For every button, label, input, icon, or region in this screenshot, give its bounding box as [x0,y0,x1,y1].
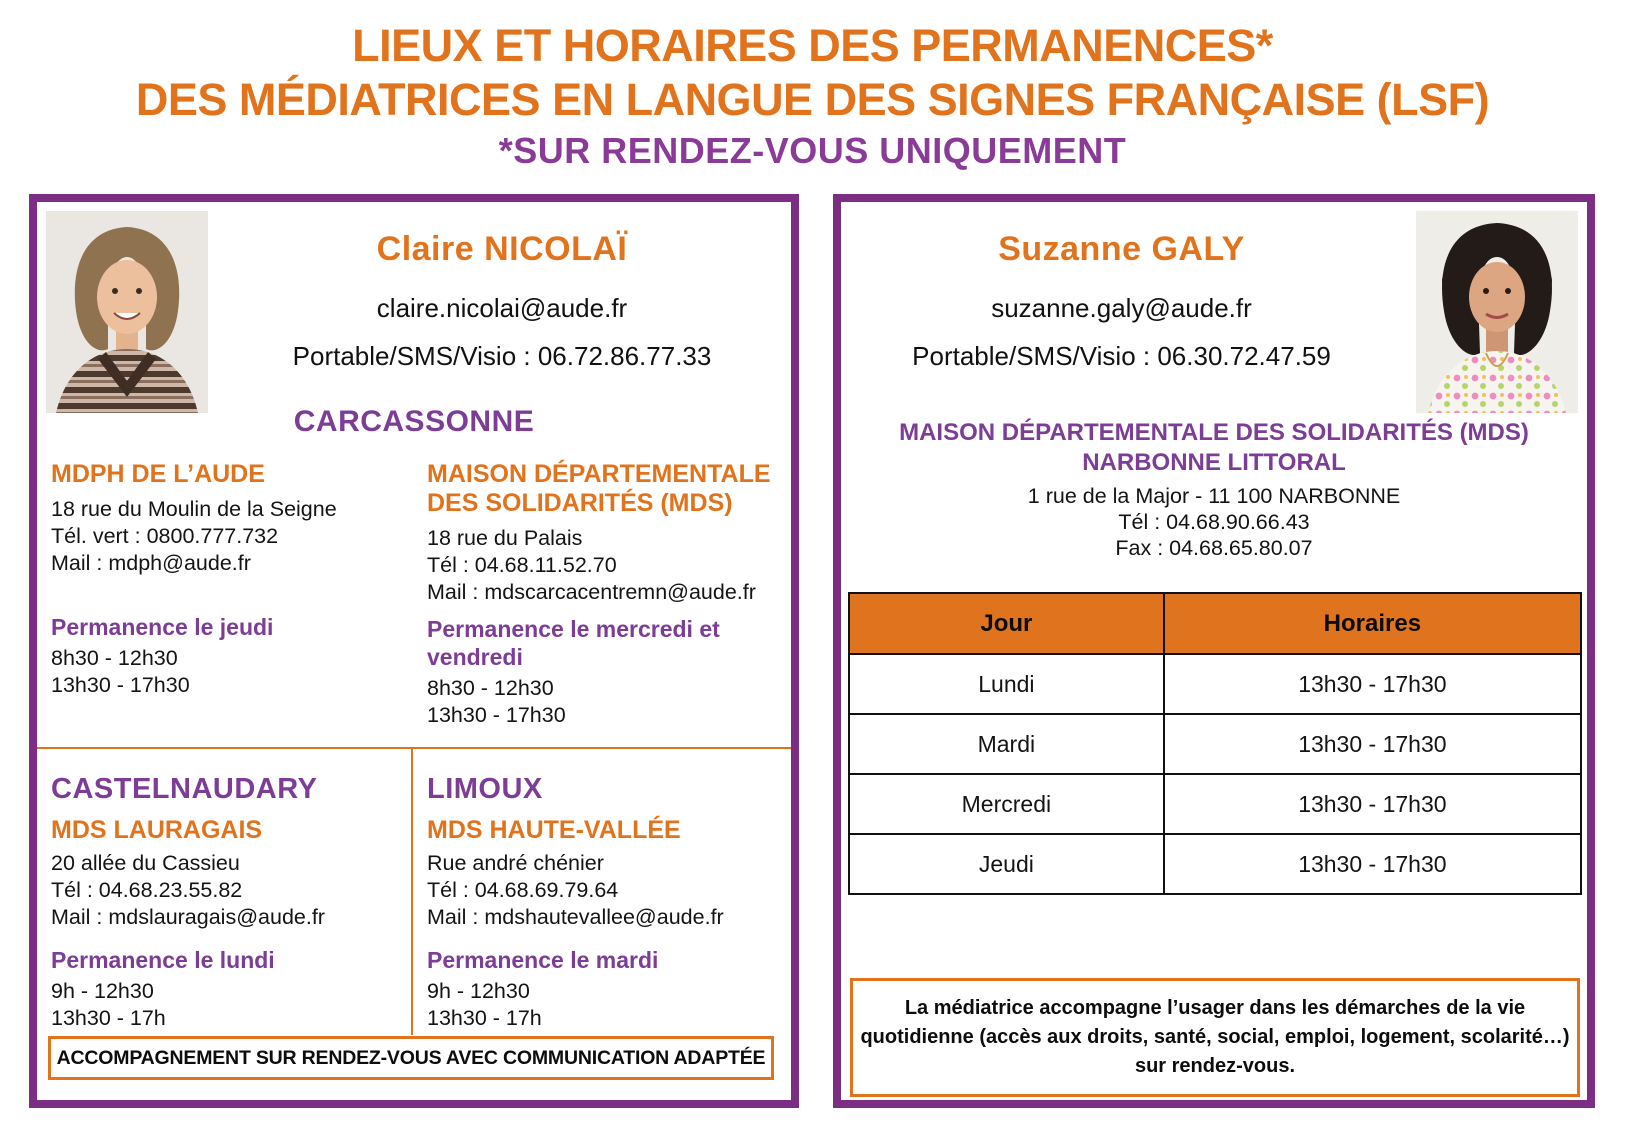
mdph-hours-afternoon: 13h30 - 17h30 [51,673,190,697]
cell-hours: 13h30 - 17h30 [1164,654,1581,714]
column-header-jour: Jour [849,593,1164,654]
limoux-address: Rue andré chénier [427,851,604,875]
cell-day: Mercredi [849,774,1164,834]
mds-carcassonne-section [427,460,787,729]
subtitle-rendezvous: *SUR RENDEZ-VOUS UNIQUEMENT [498,130,1127,171]
schedule-header-row [849,593,1581,654]
castelnaudary-permanence: Permanence le lundi [51,947,275,973]
accompagnement-note: ACCOMPAGNEMENT SUR RENDEZ-VOUS AVEC COMMUNICATION ADAPTÉE [48,1036,774,1080]
table-row-jeudi [849,834,1581,894]
mds-haute-vallee-heading: MDS HAUTE-VALLÉE [427,816,681,844]
claire-portrait-illustration [46,211,208,413]
table-row-lundi [849,654,1581,714]
mdph-address: 18 rue du Moulin de la Seigne [51,497,337,521]
column-header-horaires: Horaires [1164,593,1581,654]
suzanne-email: suzanne.galy@aude.fr [991,293,1252,323]
castelnaudary-section [51,772,401,1032]
castelnaudary-tel: Tél : 04.68.23.55.82 [51,878,243,902]
cell-hours: 13h30 - 17h30 [1164,774,1581,834]
suzanne-phone: Portable/SMS/Visio : 06.30.72.47.59 [912,341,1331,371]
mdph-hours-morning: 8h30 - 12h30 [51,646,178,670]
mds-narbonne-heading-line2: NARBONNE LITTORAL [1082,449,1346,476]
card-suzanne-galy [833,194,1595,1108]
suzanne-photo [1416,211,1578,413]
cell-hours: 13h30 - 17h30 [1164,714,1581,774]
claire-header [222,210,782,372]
limoux-tel: Tél : 04.68.69.79.64 [427,878,619,902]
mds-carca-heading-line1: MAISON DÉPARTEMENTALE [427,460,771,488]
mds-carca-heading-line2: DES SOLIDARITÉS (MDS) [427,489,733,517]
mds-carca-permanence: Permanence le mercredi et vendredi [427,616,720,670]
mds-carca-mail: Mail : mdscarcacentremn@aude.fr [427,580,756,604]
narbonne-fax: Fax : 04.68.65.80.07 [1115,536,1313,560]
claire-phone: Portable/SMS/Visio : 06.72.86.77.33 [292,341,712,371]
card-claire-nicolai [29,194,799,1108]
claire-email: claire.nicolai@aude.fr [376,293,628,323]
table-row-mercredi [849,774,1581,834]
narbonne-tel: Tél : 04.68.90.66.43 [1118,510,1310,534]
mds-carca-address: 18 rue du Palais [427,526,583,550]
suzanne-header [849,210,1394,372]
limoux-hours-afternoon: 13h30 - 17h [427,1006,542,1030]
vertical-divider [411,747,413,1035]
claire-name: Claire NICOLAÏ [376,230,628,268]
mdph-heading: MDPH DE L’AUDE [51,460,265,488]
narbonne-address: 1 rue de la Major - 11 100 NARBONNE [1027,484,1401,508]
mdph-section [51,460,401,699]
cell-hours: 13h30 - 17h30 [1164,834,1581,894]
mds-narbonne-heading-line1: MAISON DÉPARTEMENTALE DES SOLIDARITÉS (MDS) [899,419,1529,446]
limoux-title: LIMOUX [427,773,543,805]
mediatrice-note-line3: sur rendez-vous. [1134,1055,1296,1077]
main-title-line2: DES MÉDIATRICES EN LANGUE DES SIGNES FRANÇAISE (LSF) [135,74,1490,125]
horizontal-divider [37,747,791,749]
mdph-permanence: Permanence le jeudi [51,614,274,640]
castelnaudary-hours-afternoon: 13h30 - 17h [51,1006,166,1030]
cell-day: Mardi [849,714,1164,774]
mds-lauragais-heading: MDS LAURAGAIS [51,816,263,844]
mediatrice-note-line2: quotidienne (accès aux droits, santé, social, emploi, logement, scolarité…) [860,1026,1570,1048]
suzanne-name: Suzanne GALY [998,230,1245,268]
mds-narbonne-heading [841,418,1587,478]
mds-narbonne-address-block [841,483,1587,561]
limoux-section [427,772,782,1032]
castelnaudary-address: 20 allée du Cassieu [51,851,240,875]
limoux-mail: Mail : mdshautevallee@aude.fr [427,905,724,929]
claire-photo [46,211,208,413]
main-title-line1: LIEUX ET HORAIRES DES PERMANENCES* [352,20,1273,71]
mds-carca-hours-afternoon: 13h30 - 17h30 [427,703,566,727]
mds-carca-tel: Tél : 04.68.11.52.70 [427,553,617,577]
castelnaudary-mail: Mail : mdslauragais@aude.fr [51,905,325,929]
suzanne-portrait-illustration [1416,211,1578,413]
mds-carca-hours-morning: 8h30 - 12h30 [427,676,554,700]
mdph-tel: Tél. vert : 0800.777.732 [51,524,279,548]
carcassonne-title: CARCASSONNE [293,405,535,438]
schedule-table [848,592,1582,895]
limoux-permanence: Permanence le mardi [427,947,659,973]
castelnaudary-title: CASTELNAUDARY [51,773,318,805]
table-row-mardi [849,714,1581,774]
cell-day: Jeudi [849,834,1164,894]
mediatrice-note-line1: La médiatrice accompagne l’usager dans les démarches de la vie [904,997,1526,1019]
mdph-mail: Mail : mdph@aude.fr [51,551,251,575]
limoux-hours-morning: 9h - 12h30 [427,979,530,1003]
castelnaudary-hours-morning: 9h - 12h30 [51,979,154,1003]
mediatrice-note [850,978,1580,1097]
cell-day: Lundi [849,654,1164,714]
